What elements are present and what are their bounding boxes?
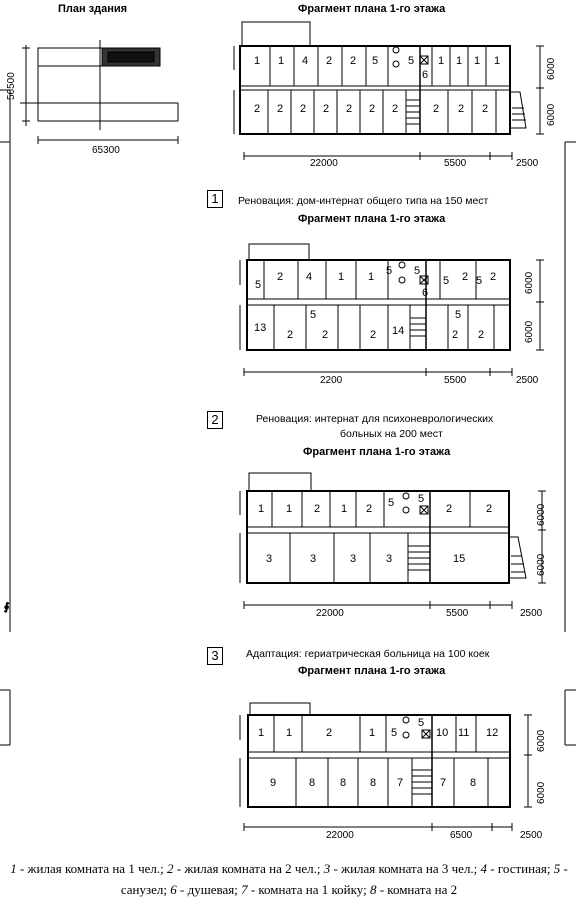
scheme1-room: 6 (422, 287, 429, 299)
scheme1-room: 5 (414, 265, 421, 277)
label-text: - жилая комната на 1 чел.; (16, 861, 167, 876)
label-text: 6000 (524, 271, 535, 294)
plan0-room: 2 (392, 103, 399, 115)
scheme2-room: 3 (350, 553, 357, 565)
scheme3-room: 1 (258, 727, 265, 739)
plan0-room: 2 (458, 103, 465, 115)
plan0-room: 2 (277, 103, 284, 115)
label-text: 2200 (320, 375, 343, 386)
scheme1-title: Фрагмент плана 1-го этажа (298, 213, 446, 225)
scheme3-room: 8 (370, 777, 377, 789)
scheme3-room: 7 (440, 777, 447, 789)
scheme3-dimensions (326, 729, 547, 841)
label-text: 2500 (520, 608, 543, 619)
legend-item (324, 861, 481, 876)
overview-title: План здания (58, 3, 128, 15)
scheme3-room: 8 (340, 777, 347, 789)
label-text: 22000 (326, 830, 354, 841)
label-text: 6000 (536, 781, 547, 804)
plan0-room: 2 (323, 103, 330, 115)
scheme1-room: 5 (455, 309, 462, 321)
scheme2-room: 2 (366, 503, 373, 515)
scheme2-room-labels (258, 493, 492, 565)
plan0-room: 5 (408, 55, 415, 67)
scheme1-room: 2 (322, 329, 329, 341)
label-text: 22000 (316, 608, 344, 619)
scheme3-room: 8 (470, 777, 477, 789)
label-text: 6 (170, 882, 177, 897)
scheme2-room: 2 (446, 503, 453, 515)
label-text: 6000 (546, 103, 557, 126)
scheme1-room: 2 (462, 271, 469, 283)
scheme2-title: Фрагмент плана 1-го этажа (303, 446, 451, 458)
scheme2-caption-line1: Реновация: интернат для психоневрологических (256, 413, 494, 425)
label-text: - комната на 1 койку; (247, 882, 370, 897)
plan0-title: Фрагмент плана 1-го этажа (298, 3, 446, 15)
scheme3-room: 12 (486, 727, 499, 739)
scheme3-room: 1 (286, 727, 293, 739)
overview-dim-height: 56500 (6, 72, 17, 100)
label-text: 3 (323, 861, 331, 876)
scheme2-room: 3 (386, 553, 393, 565)
page-frame (0, 90, 576, 745)
scheme2-room: 15 (453, 553, 466, 565)
scheme1-room: 1 (368, 271, 375, 283)
label-text: - душевая; (176, 882, 242, 897)
scheme2-room: 5 (418, 493, 425, 505)
scheme1-room: 5 (476, 275, 483, 287)
label-text: 8 (369, 882, 377, 897)
scheme3-room: 11 (458, 727, 470, 739)
scheme2-room: 3 (310, 553, 317, 565)
scheme2-room: 5 (388, 497, 395, 509)
plan0-room: 1 (474, 55, 481, 67)
scheme1-room: 2 (287, 329, 294, 341)
scheme3-walls (240, 703, 532, 831)
label-text: 7 (241, 882, 248, 897)
plan0-walls (234, 22, 544, 160)
label-text: 2500 (516, 158, 539, 169)
label-text: - гостиная; (487, 861, 554, 876)
scheme3-number: 3 (207, 647, 223, 665)
scheme3-caption: Адаптация: гериатрическая больница на 100 коек (246, 648, 490, 660)
scheme2-room: 1 (258, 503, 265, 515)
label-text: 6000 (536, 729, 547, 752)
label-text: 2500 (516, 375, 539, 386)
label-text: 6500 (450, 830, 473, 841)
label-text: 2 (166, 861, 174, 876)
svg-text:∮: ∮ (4, 602, 10, 613)
scheme1-dimensions (320, 271, 539, 386)
plan0-room: 2 (346, 103, 353, 115)
scheme1-room: 2 (478, 329, 485, 341)
plan0-room: 2 (369, 103, 376, 115)
legend (6, 858, 572, 900)
scheme1-room: 2 (452, 329, 459, 341)
label-text: 22000 (310, 158, 338, 169)
scheme1-room: 5 (443, 275, 450, 287)
label-text: 6000 (536, 503, 547, 526)
label-text: 4 (480, 861, 488, 876)
plan0-room: 2 (300, 103, 307, 115)
plan0-room: 5 (372, 55, 379, 67)
scheme1-room: 2 (490, 271, 497, 283)
scheme3-room: 1 (369, 727, 376, 739)
legend-item (10, 861, 167, 876)
scheme2-room: 1 (286, 503, 293, 515)
label-text: - комната на 2 (376, 882, 458, 897)
label-text: 6000 (524, 320, 535, 343)
label-text: - жилая комната на 2 чел.; (173, 861, 324, 876)
legend-item (241, 882, 370, 897)
plan0-room: 2 (482, 103, 489, 115)
scheme1-room: 2 (370, 329, 377, 341)
label-text: - санузел; (120, 861, 568, 897)
label-text: 2500 (520, 830, 543, 841)
scheme3-room: 8 (309, 777, 316, 789)
plan0-room: 1 (278, 55, 285, 67)
scheme1-room: 13 (254, 322, 267, 334)
scheme1-room: 1 (338, 271, 345, 283)
scheme3-room: 10 (436, 727, 449, 739)
label-text: 1 (10, 861, 17, 876)
scheme1-room-labels (254, 265, 496, 341)
label-text: - жилая комната на 3 чел.; (330, 861, 481, 876)
scheme2-room: 3 (266, 553, 273, 565)
legend-item (481, 861, 554, 876)
scheme1-walls (240, 244, 544, 376)
label-text: 5500 (444, 375, 467, 386)
plan0-room: 2 (326, 55, 333, 67)
label-text: 5500 (444, 158, 467, 169)
scheme2-caption-line2: больных на 200 мест (340, 428, 443, 440)
scheme2-room: 2 (314, 503, 321, 515)
scheme3-room: 5 (391, 727, 398, 739)
scheme3-room: 5 (418, 717, 425, 729)
scheme1-room: 5 (386, 265, 393, 277)
scheme2-walls (240, 473, 546, 609)
scheme2-room: 2 (486, 503, 493, 515)
scheme3-room: 7 (397, 777, 404, 789)
scheme3-room: 9 (270, 777, 277, 789)
scheme1-room: 5 (255, 279, 262, 291)
legend-item (370, 882, 457, 897)
plan0-room: 6 (422, 69, 429, 81)
legend-item (167, 861, 324, 876)
overview-plan (20, 40, 178, 144)
scheme1-room: 2 (277, 271, 284, 283)
plan0-room: 1 (254, 55, 261, 67)
plan0-room: 1 (456, 55, 463, 67)
scheme1-room: 5 (310, 309, 317, 321)
scheme3-room-labels (258, 717, 498, 789)
plan0-room: 1 (438, 55, 445, 67)
scheme1-room: 14 (392, 325, 405, 337)
scheme3-room: 2 (326, 727, 333, 739)
plan0-room: 2 (254, 103, 261, 115)
plan0-room: 4 (302, 55, 309, 67)
scheme2-number: 2 (207, 411, 223, 429)
scheme1-room: 4 (306, 271, 313, 283)
label-text: 5500 (446, 608, 469, 619)
label-text: 6000 (536, 553, 547, 576)
scheme1-caption: Реновация: дом-интернат общего типа на 150 мест (238, 195, 489, 207)
plan0-room: 2 (433, 103, 440, 115)
plan0-room: 2 (350, 55, 357, 67)
label-text: 5 (553, 861, 561, 876)
scheme3-title: Фрагмент плана 1-го этажа (298, 665, 446, 677)
scheme1-number: 1 (207, 190, 223, 208)
legend-item (170, 882, 241, 897)
scheme2-room: 1 (341, 503, 348, 515)
label-text: 6000 (546, 57, 557, 80)
overview-dim-width: 65300 (92, 145, 120, 156)
plan0-room: 1 (494, 55, 501, 67)
